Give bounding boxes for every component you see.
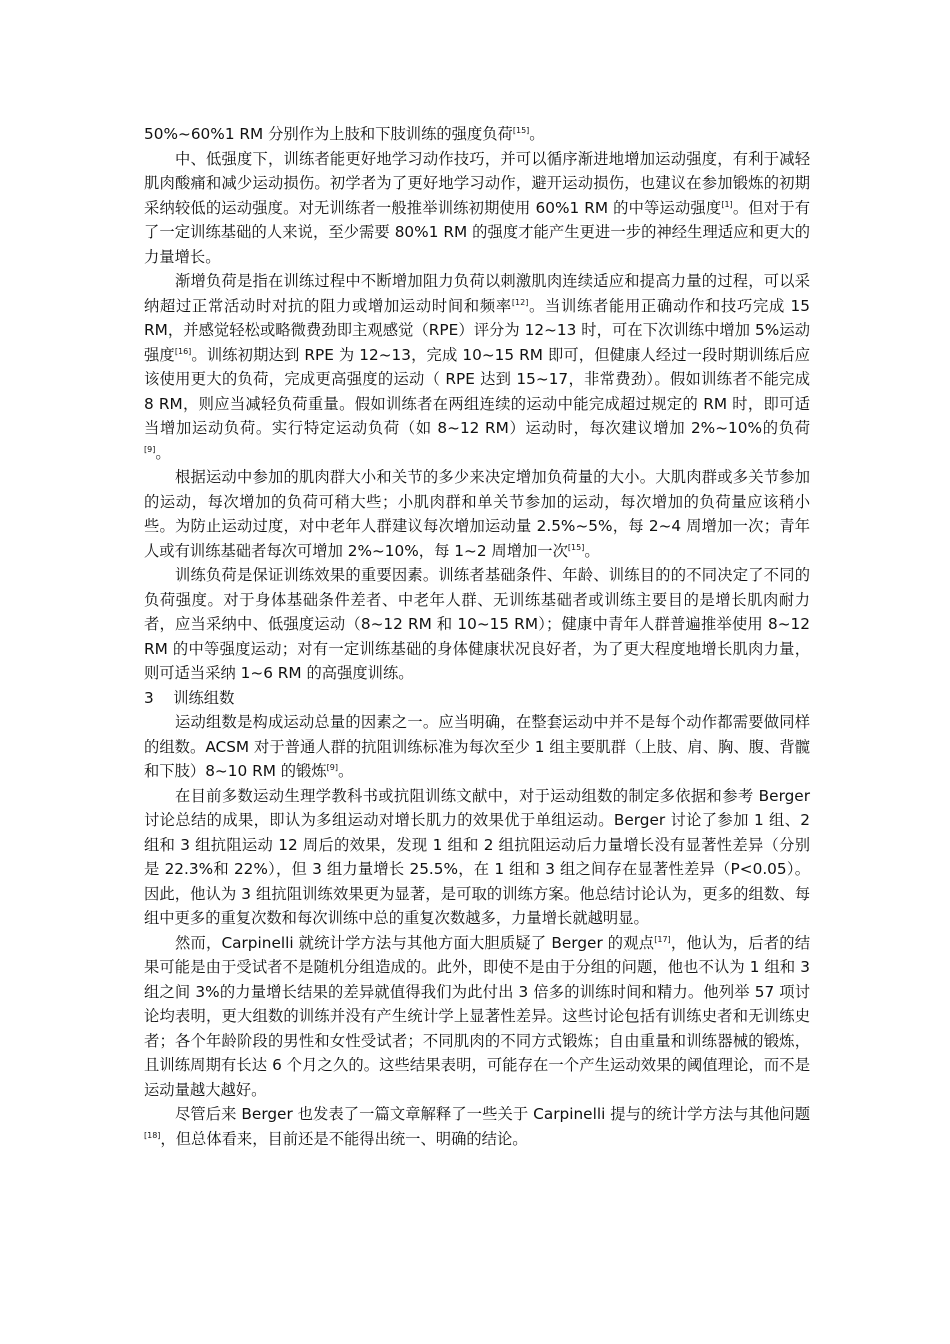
paragraph-text: 。当训练者能用正确动作和技巧完成 15 RM，并感觉轻松或略微费劲即主观感觉（RPE）评分为 12~13 时，可在下次训练中增加 5%运动强度 (144, 296, 810, 364)
paragraph-text: 在目前多数运动生理学教科书或抗阻训练文献中，对于运动组数的制定多依据和参考 Berger 讨论总结的成果，即认为多组运动对增长肌力的效果优于单组运动。Berger 讨论了参加 1 组、2 组和 3 组抗阻运动 12 周后的效果，发现 1 组和 2 组抗阻运动后力量增长没有显著性差异（分别是 22.3%和 22%），但 3 组力量增长 25.5%，在 1 组和 3 组之间存在显著性差异（P<0.05）。因此，他认为 3 组抗阻训练效果更为显著，是可取的训练方案。他总结讨论认为，更多的组数、每组中更多的重复次数和每次训练中总的重复次数越多，力量增长就越明显。 (144, 786, 810, 927)
citation: [15] (512, 126, 530, 135)
paragraph-text: 中、低强度下，训练者能更好地学习动作技巧，并可以循序渐进地增加运动强度，有利于减轻肌肉酸痛和减少运动损伤。初学者为了更好地学习动作，避开运动损伤，也建议在参加锻炼的初期采纳较低的运动强度。对无训练者一般推举训练初期使用 60%1 RM 的中等运动强度 (144, 149, 810, 217)
paragraph-text: 。但对于有了一定训练基础的人来说，至少需要 80%1 RM 的强度才能产生更进一步的神经生理适应和更大的力量增长。 (144, 198, 810, 266)
paragraph-3 (144, 269, 810, 465)
paragraph-text: 50%~60%1 RM 分别作为上肢和下肢训练的强度负荷 (144, 125, 513, 143)
paragraph-text: 。 (338, 762, 354, 780)
paragraph-4 (144, 465, 810, 563)
paragraph-text: ，他认为，后者的结果可能是由于受试者不是随机分组造成的。此外，即使不是由于分组的问题，他也不认为 1 组和 3 组之间 3%的力量增长结果的差异就值得我们为此付出 3 倍多的训练时间和精力。他列举 57 项讨论均表明，更大组数的训练并没有产生统计学上显著性差异。这些讨论包括有训练史者和无训练史者；各个年龄阶段的男性和女性受试者；不同肌肉的不同方式锻炼；自由重量和训练器械的锻炼，且训练周期有长达 6 个月之久的。这些结果表明，可能存在一个产生运动效果的阈值理论，而不是运动量越大越好。 (144, 933, 810, 1099)
paragraph-9 (144, 1102, 810, 1151)
paragraph-5 (144, 563, 810, 686)
paragraph-text: 根据运动中参加的肌肉群大小和关节的多少来决定增加负荷量的大小。大肌肉群或多关节参加的运动，每次增加的负荷可稍大些；小肌肉群和单关节参加的运动，每次增加的负荷量应该稍小些。为防止运动过度，对中老年人群建议每次增加运动量 2.5%~5%，每 2~4 周增加一次；青年人或有训练基础者每次可增加 2%~10%，每 1~2 周增加一次 (144, 468, 810, 560)
paragraph-text: 运动组数是构成运动总量的因素之一。应当明确，在整套运动中并不是每个动作都需要做同样的组数。ACSM 对于普通人群的抗阻训练标准为每次至少 1 组主要肌群（上肢、肩、胸、腹、背髋和下肢）8~10 RM 的锻炼 (144, 713, 810, 780)
paragraph-6 (144, 710, 810, 784)
citation: [18] (144, 1130, 161, 1140)
paragraph-text: ，但总体看来，目前还是不能得出统一、明确的结论。 (160, 1129, 528, 1148)
paragraph-1 (144, 122, 810, 147)
citation: [1] (721, 199, 733, 209)
section-title: 训练组数 (173, 688, 235, 707)
paragraph-text: 渐增负荷是指在训练过程中不断增加阻力负荷以刺激肌肉连续适应和提高力量的过程，可以采纳超过正常活动时对抗的阻力或增加运动时间和频率 (144, 272, 810, 315)
paragraph-text: 。 (529, 125, 545, 143)
citation: [12] (511, 297, 529, 307)
paragraph-7 (144, 784, 810, 931)
paragraph-text: 。训练初期达到 RPE 为 12~13，完成 10~15 RM 即可，但健康人经过一段时期训练后应该使用更大的负荷，完成更高强度的运动（ RPE 达到 15~17，非常费劲）。假如训练者不能完成 8 RM，则应当减轻负荷重量。假如训练者在两组连续的运动中能完成超过规定的 RM 时，即可适当增加运动负荷。实行特定运动负荷（如 8~12 RM）运动时，每次建议增加 2%~10%的负荷 (144, 345, 810, 437)
citation: [15] (567, 542, 585, 552)
paragraph-text: 训练负荷是保证训练效果的重要因素。训练者基础条件、年龄、训练目的的不同决定了不同的负荷强度。对于身体基础条件差者、中老年人群、无训练基础者或训练主要目的是增长肌肉耐力者，应当采纳中、低强度运动（8~12 RM 和 10~15 RM）；健康中青年人群普遍推举使用 8~12 RM 的中等强度运动；对有一定训练基础的身体健康状况良好者，为了更大程度地增长肌肉力量，则可适当采纳 1~6 RM 的高强度训练。 (144, 566, 810, 682)
paragraph-text: 尽管后来 Berger 也发表了一篇文章解释了一些关于 Carpinelli 提与的统计学方法与其他问题 (175, 1105, 810, 1123)
citation: [16] (174, 346, 192, 356)
paragraph-2 (144, 147, 810, 270)
section-number: 3 (144, 688, 154, 707)
paragraph-text: 。 (155, 443, 171, 462)
section-heading (144, 686, 810, 711)
citation: [9] (326, 763, 338, 772)
paragraph-text: 然而，Carpinelli 就统计学方法与其他方面大胆质疑了 Berger 的观点 (175, 933, 655, 952)
citation: [17] (654, 934, 671, 944)
paragraph-8 (144, 931, 810, 1103)
citation: [9] (144, 444, 156, 454)
paragraph-text: 。 (584, 541, 600, 560)
document-body (144, 122, 810, 1151)
